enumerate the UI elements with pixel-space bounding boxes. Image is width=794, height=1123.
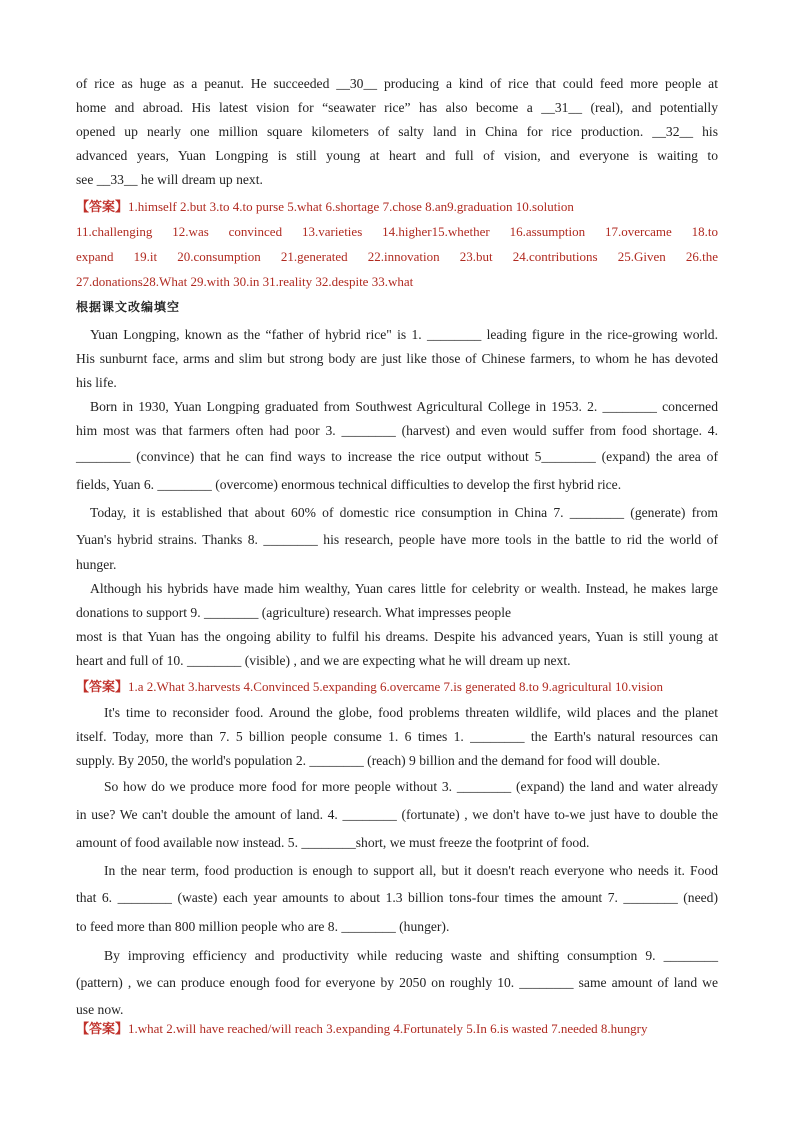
text-line: In the near term, food production is enough to support all, but it doesn't reach everyone who needs it. Food — [104, 863, 718, 878]
answer-line: 1.himself 2.but 3.to 4.to purse 5.what 6.shortage 7.chose 8.an9.graduation 10.solution — [128, 199, 574, 214]
answer-tag: 【答案】 — [76, 1021, 129, 1036]
text-line: use now. — [76, 1002, 124, 1017]
text-line: in use? We can't double the amount of land. 4. ________ (fortunate) , we don't have to-we just have to double the — [76, 807, 718, 822]
text-line: most is that Yuan has the ongoing ability to fulfil his dreams. Despite his advanced years, Yuan is still young at — [76, 629, 718, 644]
passage-1 — [76, 72, 718, 192]
text-line: It's time to reconsider food. Around the globe, food problems threaten wildlife, wild places and the planet — [104, 705, 718, 720]
text-line: that 6. ________ (waste) each year amounts to about 1.3 billion tons-four times the amount 7. ________ (need) — [76, 890, 718, 905]
passage-2 — [76, 323, 718, 673]
text-line: to feed more than 800 million people who are 8. ________ (hunger). — [76, 919, 450, 934]
text-line: his life. — [76, 375, 117, 390]
text-line: him most was that farmers often had poor 3. ________ (harvest) and even would suffer from food shortage. 4. — [76, 423, 718, 438]
text-line: home and abroad. His latest vision for “seawater rice” has also become a __31__ (real), and potentially — [76, 100, 718, 115]
answer-line: 1.what 2.will have reached/will reach 3.expanding 4.Fortunately 5.In 6.is wasted 7.needed 8.hungry — [128, 1021, 648, 1036]
passage-3 — [76, 701, 718, 1023]
answer-tag: 【答案】 — [76, 199, 129, 214]
answer-key-2 — [76, 675, 718, 699]
answer-key-1 — [76, 194, 718, 294]
answer-line: 11.challenging 12.was convinced 13.varieties 14.higher15.whether 16.assumption 17.overcame 18.to — [76, 224, 718, 239]
text-line: hunger. — [76, 557, 117, 572]
text-line: By improving efficiency and productivity while reducing waste and shifting consumption 9. ________ — [104, 948, 718, 963]
text-line: So how do we produce more food for more people without 3. ________ (expand) the land and water already — [104, 779, 718, 794]
answer-line: expand 19.it 20.consumption 21.generated 22.innovation 23.but 24.contributions 25.Given 26.the — [76, 249, 718, 264]
text-line: Yuan Longping, known as the “father of hybrid rice" is 1. ________ leading figure in the rice-growing world. — [90, 327, 718, 342]
text-line: of rice as huge as a peanut. He succeeded __30__ producing a kind of rice that could feed more people at — [76, 76, 718, 91]
text-line: donations to support 9. ________ (agriculture) research. What impresses people — [76, 605, 512, 620]
text-line: Today, it is established that about 60% of domestic rice consumption in China 7. ________ (generate) from — [90, 505, 718, 520]
section-heading: 根据课文改编填空 — [76, 300, 181, 314]
text-line: ________ (convince) that he can find ways to increase the rice output without 5________ (expand) the area of — [76, 449, 718, 464]
text-line: itself. Today, more than 7. 5 billion people consume 1. 6 times 1. ________ the Earth's natural resources can — [76, 729, 718, 744]
text-line: amount of food available now instead. 5. ________short, we must freeze the footprint of food. — [76, 835, 590, 850]
answer-line: 27.donations28.What 29.with 30.in 31.reality 32.despite 33.what — [76, 274, 414, 289]
text-line: Yuan's hybrid strains. Thanks 8. ________ his research, people have more tools in the battle to rid the world of — [76, 532, 718, 547]
text-line: His sunburnt face, arms and slim but strong body are just like those of Chinese farmers, to whom he has devoted — [76, 351, 718, 366]
answer-key-3 — [76, 1017, 718, 1041]
text-line: see __33__ he will dream up next. — [76, 172, 263, 187]
text-line: heart and full of 10. ________ (visible) , and we are expecting what he will dream up next. — [76, 653, 571, 668]
text-line: advanced years, Yuan Longping is still young at heart and full of vision, and everyone is waiting to — [76, 148, 718, 163]
text-line: (pattern) , we can produce enough food for everyone by 2050 on roughly 10. ________ same amount of land we — [76, 975, 718, 990]
answer-tag: 【答案】 — [76, 679, 129, 694]
text-line: supply. By 2050, the world's population 2. ________ (reach) 9 billion and the demand for food will double. — [76, 753, 661, 768]
answer-line: 1.a 2.What 3.harvests 4.Convinced 5.expanding 6.overcame 7.is generated 8.to 9.agricultural 10.vision — [128, 679, 664, 694]
text-line: Born in 1930, Yuan Longping graduated from Southwest Agricultural College in 1953. 2. ________ concerned — [90, 399, 718, 414]
text-line: Although his hybrids have made him wealthy, Yuan cares little for celebrity or wealth. Instead, he makes large — [90, 581, 718, 596]
text-line: fields, Yuan 6. ________ (overcome) enormous technical difficulties to develop the first hybrid rice. — [76, 477, 622, 492]
text-line: opened up nearly one million square kilometers of salty land in China for rice production. __32__ his — [76, 124, 718, 139]
